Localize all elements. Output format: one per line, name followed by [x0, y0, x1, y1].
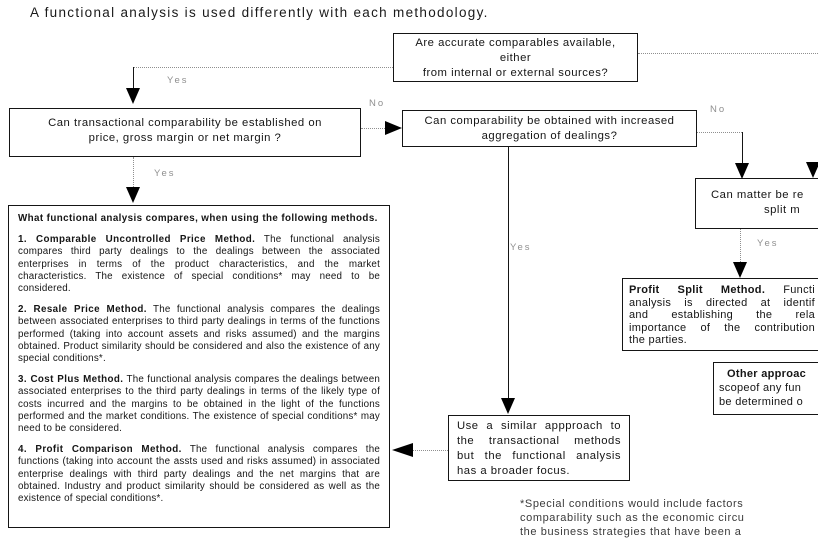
result-box-other-approaches [713, 362, 818, 415]
result-line: importance of the contribution [629, 321, 815, 334]
method-lead: 2. Resale Price Method. [18, 304, 147, 316]
result-line: be determined o [719, 396, 803, 408]
decision-line: Can comparability be obtained with increased [424, 115, 675, 127]
method-paragraph: 2. Resale Price Method. The functional analysis compares the dealings between associated enterprises to third party dealings in terms of the functions performed (taking into account assets and risks assumed) and the margins obtained. Product similarity should be considered and also the existence of any special conditions*. [18, 304, 380, 365]
decision-line: split m [764, 204, 801, 216]
arrowhead-left [392, 443, 413, 457]
method-paragraph: 4. Profit Comparison Method. The functional analysis compares the functions (taking into account the assts used and risks assumed) in associated enterprise dealings with third party dealings and the net margins that are obtained. Industry and product similarity should be considered as well as the existence of special conditions*. [18, 444, 380, 505]
result-line: and establishing the rela [629, 309, 815, 322]
connector-line [638, 53, 818, 54]
method-paragraph: 3. Cost Plus Method. The functional analysis compares the dealings between associated enterprises to the third party dealings in terms of the likely type of costs incurred and the margins to be obtained in the light of the functions performed and the market conditions. The existence of special conditions* may need to be considered. [18, 374, 380, 435]
decision-box-aggregation [402, 110, 697, 147]
decision-box-transactional-comparability [9, 108, 361, 157]
result-line: the transactional methods [457, 435, 621, 447]
connector-line [413, 450, 448, 451]
result-box-profit-split-method [622, 278, 818, 351]
arrowhead-down [806, 162, 818, 178]
decision-line: price, gross margin or net margin ? [88, 132, 282, 144]
arrowhead-down [501, 398, 515, 414]
methods-heading: What functional analysis compares, when using the following methods. [18, 213, 378, 224]
result-box-similar-approach [448, 415, 630, 481]
arrowhead-down [735, 163, 749, 179]
arrowhead-down [126, 187, 140, 203]
edge-label-yes: Yes [167, 75, 189, 86]
edge-label-yes: Yes [757, 238, 779, 249]
connector-line [361, 128, 385, 129]
decision-line: from internal or external sources? [422, 67, 609, 79]
result-line: Other approac [727, 368, 807, 380]
method-paragraph: 1. Comparable Uncontrolled Price Method. The functional analysis compares third party dealings to the dealings between the associated enterprises in terms of the product characteristics, and the market characteristics. The existence of special conditions* may need to be considered. [18, 234, 380, 295]
edge-label-no: No [369, 98, 386, 109]
method-lead: 4. Profit Comparison Method. [18, 444, 182, 456]
decision-line: either [499, 52, 532, 64]
result-line: has a broader focus. [457, 465, 570, 477]
special-conditions-footnote [520, 498, 745, 539]
method-lead: 3. Cost Plus Method. [18, 374, 124, 386]
method-lead: Profit Split Method. [629, 284, 766, 296]
connector-line [742, 132, 743, 163]
decision-line: Can transactional comparability be established on [48, 117, 322, 129]
edge-label-yes: Yes [510, 242, 532, 253]
result-line: the parties. [629, 334, 688, 347]
arrowhead-right [385, 121, 402, 135]
connector-line [697, 132, 742, 133]
result-line: but the functional analysis [457, 450, 621, 462]
footnote-line: *Special conditions would include factors [520, 498, 744, 510]
result-line: scopeof any fun [719, 382, 802, 394]
result-line: analysis is directed at identif [629, 296, 815, 309]
connector-line [133, 67, 393, 68]
footnote-line: the business strategies that have been a [520, 525, 742, 538]
result-line: Use a similar appproach to [457, 420, 621, 432]
methods-detail-box [8, 205, 390, 528]
arrowhead-down [733, 262, 747, 278]
decision-line: aggregation of dealings? [481, 130, 618, 142]
page-title: A functional analysis is used differently with each methodology. [30, 5, 489, 20]
connector-line [508, 147, 509, 398]
method-lead: 1. Comparable Uncontrolled Price Method. [18, 234, 256, 246]
result-line: Profit Split Method. Functi [629, 284, 815, 296]
footnote-line: comparability such as the economic circu [520, 511, 745, 524]
decision-line: Are accurate comparables available, [415, 37, 616, 49]
edge-label-yes: Yes [154, 168, 176, 179]
edge-label-no: No [710, 104, 727, 115]
connector-line [133, 67, 134, 89]
decision-line: Can matter be re [711, 189, 804, 201]
arrowhead-down [126, 88, 140, 104]
connector-line [133, 157, 134, 187]
decision-box-profit-split-question [695, 178, 818, 229]
decision-box-accurate-comparables [393, 33, 638, 82]
connector-line [740, 229, 741, 262]
